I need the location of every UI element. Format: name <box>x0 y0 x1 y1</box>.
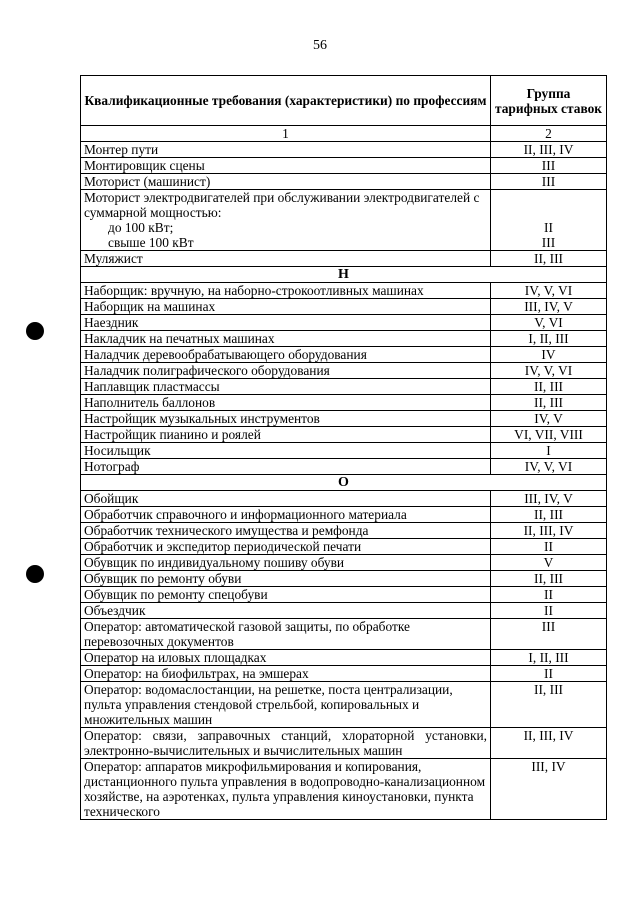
tariff-group: IV, V, VI <box>491 363 607 379</box>
profession-name: Оператор: аппаратов микрофильмирования и копирования, дистанционного пульта управления в водопроводно-канализационном хозяйстве, на аэротенках, пульта управления киноустановки, пункта технического <box>81 759 491 820</box>
profession-name: Наполнитель баллонов <box>81 395 491 411</box>
header-requirements: Квалификационные требования (характеристики) по профессиям <box>81 76 491 126</box>
table-row <box>81 650 607 666</box>
tariff-group: II, III <box>491 395 607 411</box>
profession-name: Оператор на иловых площадках <box>81 650 491 666</box>
table-row <box>81 379 607 395</box>
tariff-group-cell <box>491 190 607 251</box>
profession-name: Наладчик деревообрабатывающего оборудования <box>81 347 491 363</box>
punch-hole-mark <box>26 565 44 583</box>
table-row <box>81 158 607 174</box>
letter-section-row <box>81 267 607 283</box>
table-row <box>81 571 607 587</box>
profession-name: Обойщик <box>81 491 491 507</box>
table-row <box>81 283 607 299</box>
page-number: 56 <box>313 38 327 53</box>
table-row <box>81 666 607 682</box>
profession-name: Нотограф <box>81 459 491 475</box>
tariff-group: II, III <box>491 507 607 523</box>
table-row <box>81 299 607 315</box>
column-number: 1 <box>81 126 491 142</box>
tariff-group: II, III, IV <box>491 523 607 539</box>
tariff-group: III <box>491 174 607 190</box>
tariff-group: IV, V, VI <box>491 459 607 475</box>
tariff-group: V <box>491 555 607 571</box>
tariff-group: III, IV, V <box>491 491 607 507</box>
profession-name: Муляжист <box>81 251 491 267</box>
table-row <box>81 539 607 555</box>
table-row <box>81 507 607 523</box>
profession-name: Настройщик пианино и роялей <box>81 427 491 443</box>
tariff-group-value: II <box>544 220 553 235</box>
table-row <box>81 682 607 728</box>
table-row <box>81 251 607 267</box>
tariff-group: III <box>491 158 607 174</box>
profession-name: Оператор: водомаслостанции, на решетке, поста централизации, пульта управления стендовой стрельбой, копировальных и множительных машин <box>81 682 491 728</box>
table-row <box>81 603 607 619</box>
table-row <box>81 363 607 379</box>
profession-name: Обработчик технического имущества и ремфонда <box>81 523 491 539</box>
tariff-group: I <box>491 443 607 459</box>
table-row <box>81 619 607 650</box>
tariff-table <box>80 75 607 820</box>
profession-name: Моторист (машинист) <box>81 174 491 190</box>
letter-heading: Н <box>81 267 607 283</box>
profession-name: Накладчик на печатных машинах <box>81 331 491 347</box>
profession-name: Наборщик на машинах <box>81 299 491 315</box>
tariff-group: I, II, III <box>491 650 607 666</box>
profession-name: Наплавщик пластмассы <box>81 379 491 395</box>
header-tariff-group: Группа тарифных ставок <box>491 76 607 126</box>
profession-name: Настройщик музыкальных инструментов <box>81 411 491 427</box>
tariff-group: I, II, III <box>491 331 607 347</box>
profession-name: Обработчик справочного и информационного материала <box>81 507 491 523</box>
tariff-group: II, III <box>491 379 607 395</box>
profession-name: Оператор: на биофильтрах, на эмшерах <box>81 666 491 682</box>
tariff-group: II <box>491 587 607 603</box>
tariff-group: II, III <box>491 251 607 267</box>
table-row <box>81 331 607 347</box>
profession-name: Обувщик по ремонту спецобуви <box>81 587 491 603</box>
letter-heading: О <box>81 475 607 491</box>
tariff-group: II <box>491 603 607 619</box>
table-row <box>81 459 607 475</box>
tariff-group: II, III <box>491 571 607 587</box>
profession-subitem: свыше 100 кВт <box>108 235 194 250</box>
profession-cell <box>81 190 491 251</box>
punch-hole-mark <box>26 322 44 340</box>
tariff-group-value: III <box>541 235 556 250</box>
tariff-group: III <box>491 619 607 650</box>
table-row <box>81 174 607 190</box>
tariff-group: V, VI <box>491 315 607 331</box>
profession-name: Монтировщик сцены <box>81 158 491 174</box>
tariff-group: III, IV <box>491 759 607 820</box>
column-number: 2 <box>491 126 607 142</box>
tariff-group: IV, V <box>491 411 607 427</box>
table-row <box>81 728 607 759</box>
profession-name: Обувщик по ремонту обуви <box>81 571 491 587</box>
tariff-group: II <box>491 666 607 682</box>
tariff-group: VI, VII, VIII <box>491 427 607 443</box>
tariff-group: II, III <box>491 682 607 728</box>
table-row <box>81 523 607 539</box>
table-row <box>81 347 607 363</box>
profession-name: Моторист электродвигателей при обслуживании электродвигателей с суммарной мощностью: <box>84 190 480 220</box>
table-row <box>81 411 607 427</box>
table-row <box>81 491 607 507</box>
table-row <box>81 142 607 158</box>
table-row <box>81 443 607 459</box>
profession-name: Оператор: связи, заправочных станций, хлораторной установки, электронно-вычислительных и вычислительных машин <box>81 728 491 759</box>
table-row <box>81 759 607 820</box>
table-row <box>81 395 607 411</box>
profession-name: Монтер пути <box>81 142 491 158</box>
tariff-group: II, III, IV <box>491 142 607 158</box>
profession-name: Наборщик: вручную, на наборно-строкоотливных машинах <box>81 283 491 299</box>
profession-name: Объездчик <box>81 603 491 619</box>
profession-name: Обувщик по индивидуальному пошиву обуви <box>81 555 491 571</box>
tariff-group: IV <box>491 347 607 363</box>
table-row <box>81 427 607 443</box>
profession-name: Наездник <box>81 315 491 331</box>
table-row <box>81 587 607 603</box>
profession-name: Оператор: автоматической газовой защиты, по обработке перевозочных документов <box>81 619 491 650</box>
table-row <box>81 315 607 331</box>
table-row <box>81 555 607 571</box>
profession-name: Обработчик и экспедитор периодической печати <box>81 539 491 555</box>
letter-section-row <box>81 475 607 491</box>
tariff-group: II, III, IV <box>491 728 607 759</box>
tariff-group: II <box>491 539 607 555</box>
profession-name: Носильщик <box>81 443 491 459</box>
profession-name: Наладчик полиграфического оборудования <box>81 363 491 379</box>
tariff-group: IV, V, VI <box>491 283 607 299</box>
table-row <box>81 190 607 251</box>
tariff-group: III, IV, V <box>491 299 607 315</box>
profession-subitem: до 100 кВт; <box>108 220 174 235</box>
